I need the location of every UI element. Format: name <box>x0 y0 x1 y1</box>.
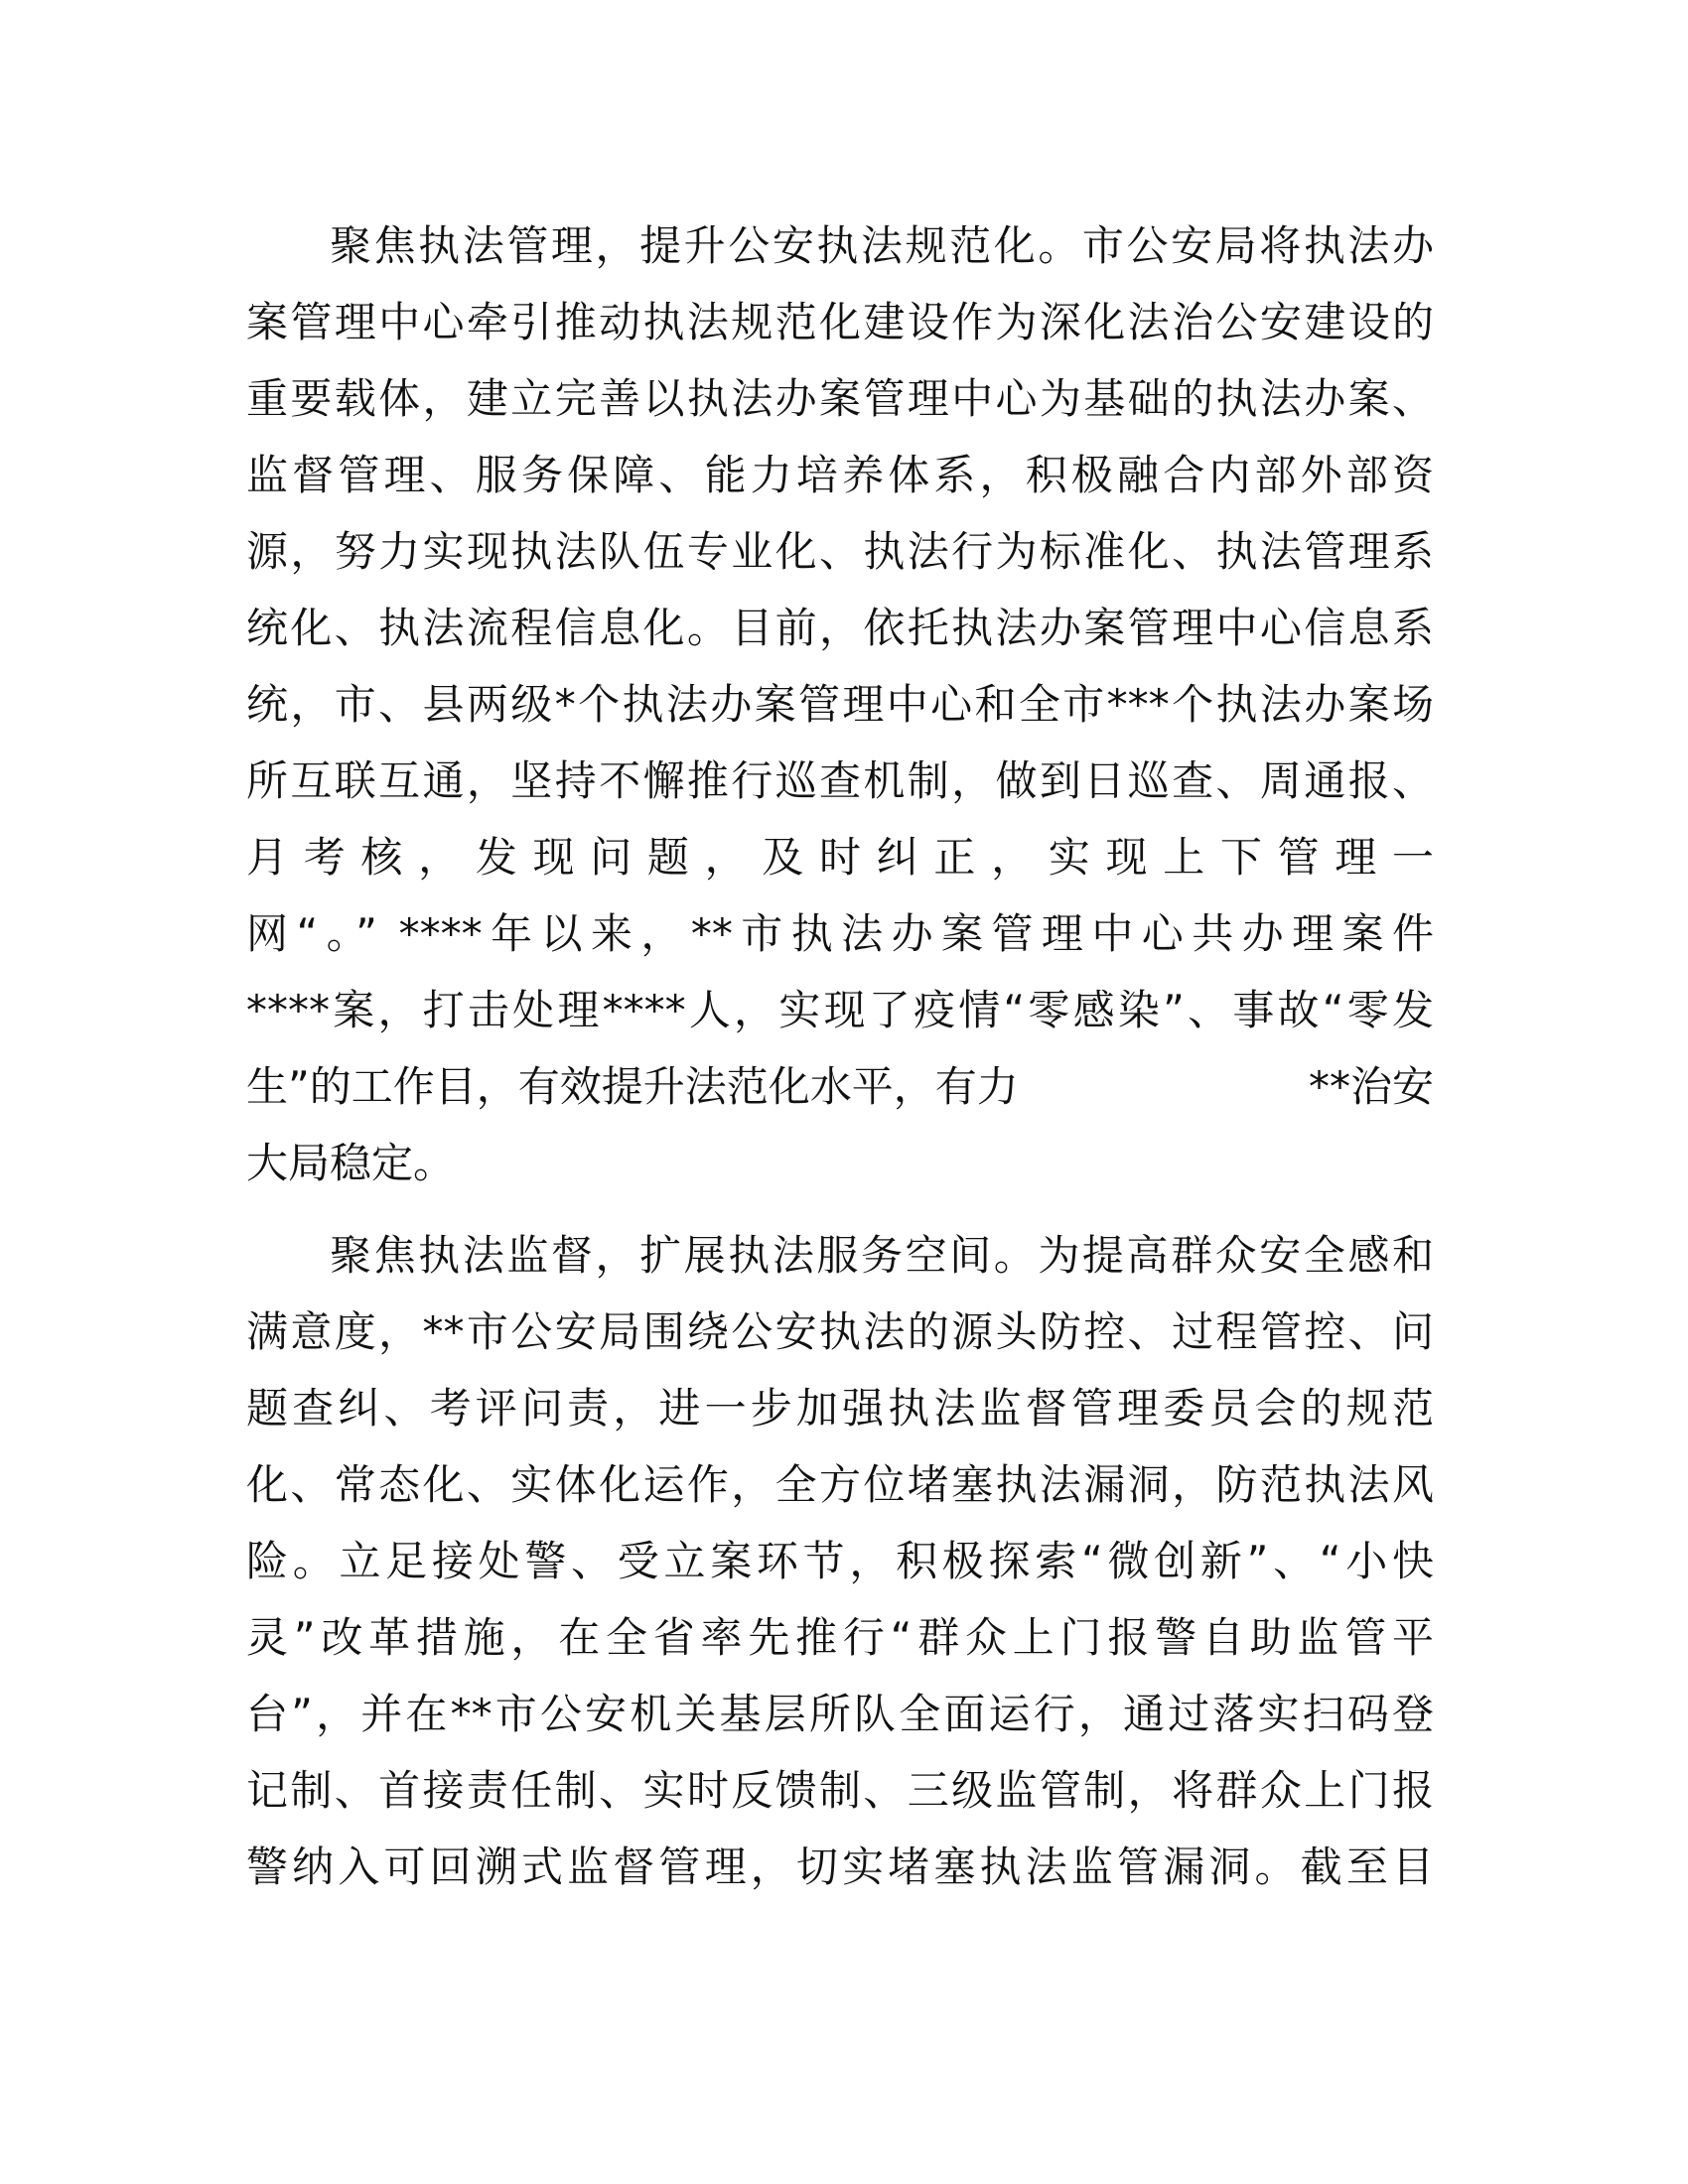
text-line: 监督管理、服务保障、能力培养体系，积极融合内部外部资 <box>246 451 1434 499</box>
text-line-right: **治安 <box>1308 1062 1434 1111</box>
text-line: 题查纠、考评问责，进一步加强执法监督管理委员会的规范 <box>246 1384 1434 1433</box>
text-line: 网“。” ****年以来，**市执法办案管理中心共办理案件 <box>246 909 1434 958</box>
text-line: 源，努力实现执法队伍专业化、执法行为标准化、执法管理系 <box>246 527 1434 576</box>
text-line: 聚焦执法管理，提升公安执法规范化。市公安局将执法办 <box>330 221 1434 270</box>
text-line: 案管理中心牵引推动执法规范化建设作为深化法治公安建设的 <box>246 298 1434 346</box>
text-line-left: 生”的工作目，有效提升法范化水平，有力 <box>246 1062 1019 1111</box>
text-line: 险。立足接处警、受立案环节，积极探索“微创新”、“小快 <box>246 1537 1434 1585</box>
text-line: 月考核，发现问题，及时纠正，实现上下管理一 <box>246 833 1434 882</box>
text-line <box>246 1057 1434 1117</box>
text-line: 灵”改革措施，在全省率先推行“群众上门报警自助监管平 <box>246 1613 1434 1662</box>
text-line: 台”，并在**市公安机关基层所队全面运行，通过落实扫码登 <box>246 1690 1434 1738</box>
text-line: 大局稳定。 <box>246 1139 456 1187</box>
text-line: 化、常态化、实体化运作，全方位堵塞执法漏洞，防范执法风 <box>246 1460 1434 1509</box>
text-line: ****案，打击处理****人，实现了疫情“零感染”、事故“零发 <box>246 986 1434 1034</box>
text-line: 记制、首接责任制、实时反馈制、三级监管制，将群众上门报 <box>246 1766 1434 1815</box>
text-line: 统化、执法流程信息化。目前，依托执法办案管理中心信息系 <box>246 604 1434 652</box>
text-line: 警纳入可回溯式监督管理，切实堵塞执法监管漏洞。截至目 <box>246 1843 1434 1891</box>
text-line: 所互联互通，坚持不懈推行巡查机制，做到日巡查、周通报、 <box>246 756 1434 805</box>
text-line: 统，市、县两级*个执法办案管理中心和全市***个执法办案场 <box>246 680 1434 729</box>
text-line: 重要载体，建立完善以执法办案管理中心为基础的执法办案、 <box>246 374 1434 423</box>
text-line: 满意度，**市公安局围绕公安执法的源头防控、过程管控、问 <box>246 1307 1434 1356</box>
text-line: 聚焦执法监督，扩展执法服务空间。为提高群众安全感和 <box>330 1231 1434 1280</box>
